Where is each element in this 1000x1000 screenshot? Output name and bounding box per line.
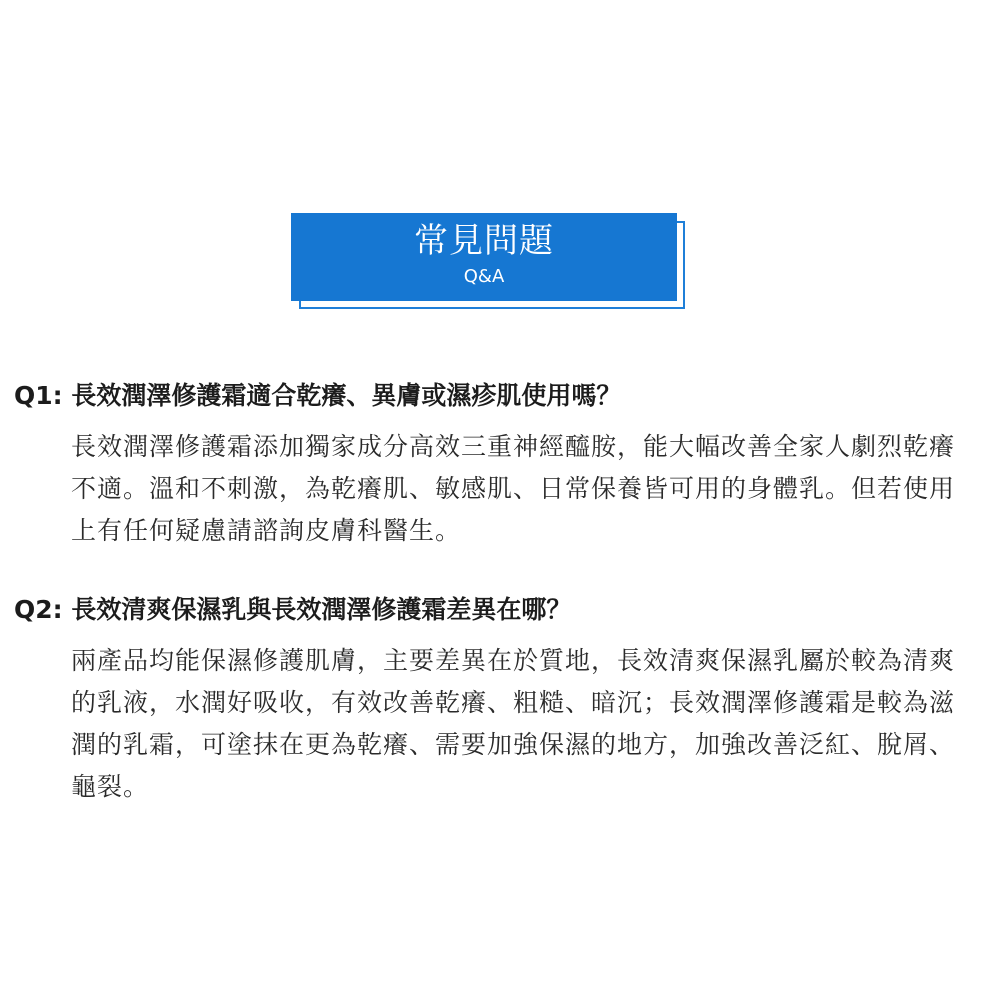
header-title: 常見問題 (414, 221, 554, 261)
faq-answer-2: 兩產品均能保濕修護肌膚，主要差異在於質地，長效清爽保濕乳屬於較為清爽的乳液，水潤好吸收，有效改善乾癢、粗糙、暗沉；長效潤澤修護霜是較為滋潤的乳霜，可塗抹在更為乾癢、需要加強保濕的地方，加強改善泛紅、脫屑、龜裂。 (71, 646, 956, 801)
header-banner (291, 213, 677, 301)
faq-answer-1: 長效潤澤修護霜添加獨家成分高效三重神經醯胺，能大幅改善全家人劇烈乾癢不適。溫和不刺激，為乾癢肌、敏感肌、日常保養皆可用的身體乳。但若使用上有任何疑慮請諮詢皮膚科醫生。 (71, 432, 956, 545)
faq-item-2 (14, 590, 974, 808)
faq-question-2: Q2: 長效清爽保濕乳與長效潤澤修護霜差異在哪？ (14, 595, 572, 624)
faq-question-1: Q1: 長效潤澤修護霜適合乾癢、異膚或濕疹肌使用嗎？ (14, 381, 622, 410)
faq-header (291, 213, 687, 311)
faq-item-1 (14, 376, 974, 552)
header-subtitle: Q&A (463, 266, 505, 287)
